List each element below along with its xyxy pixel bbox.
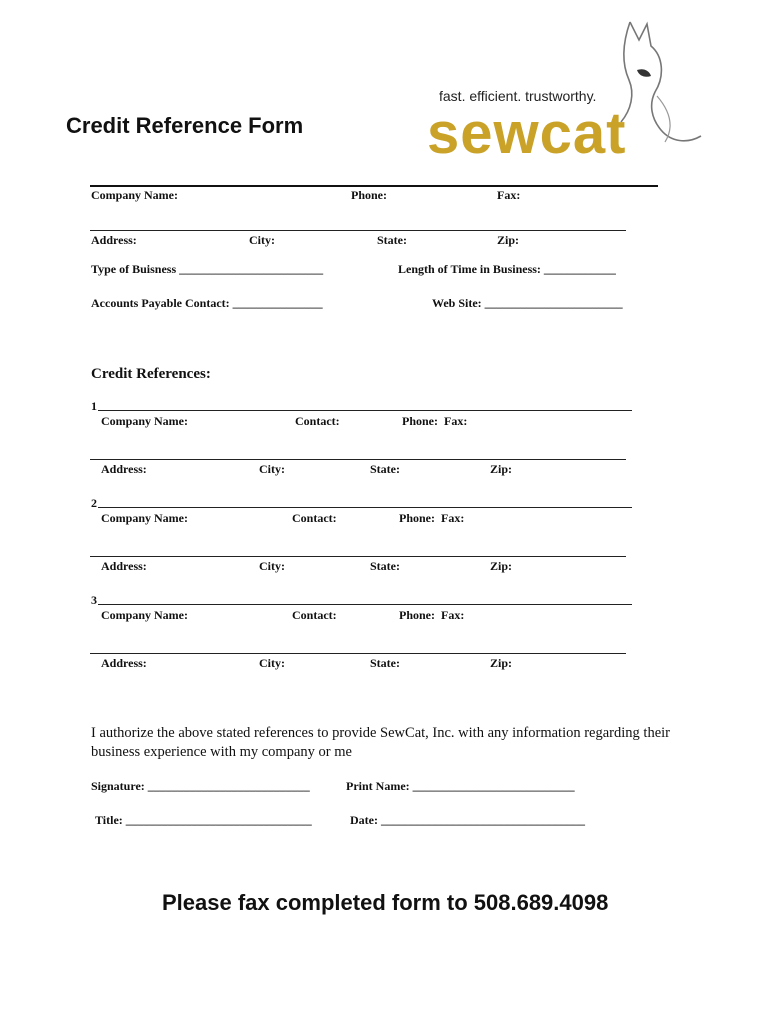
zip-label: Zip: xyxy=(497,233,520,247)
city-label: City: xyxy=(249,233,275,247)
ref-state-label: State: xyxy=(370,559,400,573)
reference-rule xyxy=(98,604,632,605)
reference-rule xyxy=(98,410,632,411)
ref-address-label: Address: xyxy=(101,559,147,573)
fax-label: Fax: xyxy=(497,188,521,202)
title-field[interactable]: Title: _______________________________ xyxy=(95,813,312,827)
page-title: Credit Reference Form xyxy=(66,113,304,138)
ref-address-label: Address: xyxy=(101,462,147,476)
length-of-time-field[interactable]: Length of Time in Business: ____________ xyxy=(398,262,616,276)
ref-company-name-label: Company Name: xyxy=(101,511,188,525)
reference-address-rule xyxy=(90,556,626,557)
ap-contact-field[interactable]: Accounts Payable Contact: _______________ xyxy=(91,296,323,310)
ref-phone-fax-label: Phone: Fax: xyxy=(402,414,468,428)
phone-label: Phone: xyxy=(351,188,387,202)
header-rule xyxy=(90,185,658,187)
logo-wordmark: sewcat xyxy=(427,101,627,166)
ref-zip-label: Zip: xyxy=(490,559,513,573)
logo-tagline: fast. efficient. trustworthy. xyxy=(439,88,597,104)
credit-references-heading: Credit References: xyxy=(91,366,211,382)
ref-zip-label: Zip: xyxy=(490,656,513,670)
company-name-label: Company Name: xyxy=(91,188,178,202)
reference-rule xyxy=(98,507,632,508)
ref-contact-label: Contact: xyxy=(295,414,340,428)
ref-zip-label: Zip: xyxy=(490,462,513,476)
sewcat-logo xyxy=(425,18,725,166)
ref-state-label: State: xyxy=(370,656,400,670)
address-rule xyxy=(90,230,626,231)
type-of-business-field[interactable]: Type of Buisness ________________________ xyxy=(91,262,324,276)
ref-state-label: State: xyxy=(370,462,400,476)
reference-number: 3 xyxy=(91,593,97,607)
ref-company-name-label: Company Name: xyxy=(101,608,188,622)
fax-instructions: Please fax completed form to 508.689.4098 xyxy=(162,890,609,915)
ref-city-label: City: xyxy=(259,559,285,573)
address-label: Address: xyxy=(91,233,137,247)
reference-address-rule xyxy=(90,459,626,460)
ref-city-label: City: xyxy=(259,656,285,670)
ref-phone-fax-label: Phone: Fax: xyxy=(399,511,465,525)
ref-address-label: Address: xyxy=(101,656,147,670)
web-site-field[interactable]: Web Site: _______________________ xyxy=(432,296,623,310)
print-name-field[interactable]: Print Name: ___________________________ xyxy=(346,779,575,793)
signature-field[interactable]: Signature: ___________________________ xyxy=(91,779,310,793)
ref-contact-label: Contact: xyxy=(292,511,337,525)
authorization-text: I authorize the above stated references to provide SewCat, Inc. with any information regarding their business experience with my company or me xyxy=(91,725,670,760)
date-field[interactable]: Date: __________________________________ xyxy=(350,813,585,827)
state-label: State: xyxy=(377,233,407,247)
reference-address-rule xyxy=(90,653,626,654)
ref-city-label: City: xyxy=(259,462,285,476)
reference-number: 2 xyxy=(91,496,97,510)
ref-phone-fax-label: Phone: Fax: xyxy=(399,608,465,622)
ref-company-name-label: Company Name: xyxy=(101,414,188,428)
ref-contact-label: Contact: xyxy=(292,608,337,622)
reference-number: 1 xyxy=(91,399,97,413)
